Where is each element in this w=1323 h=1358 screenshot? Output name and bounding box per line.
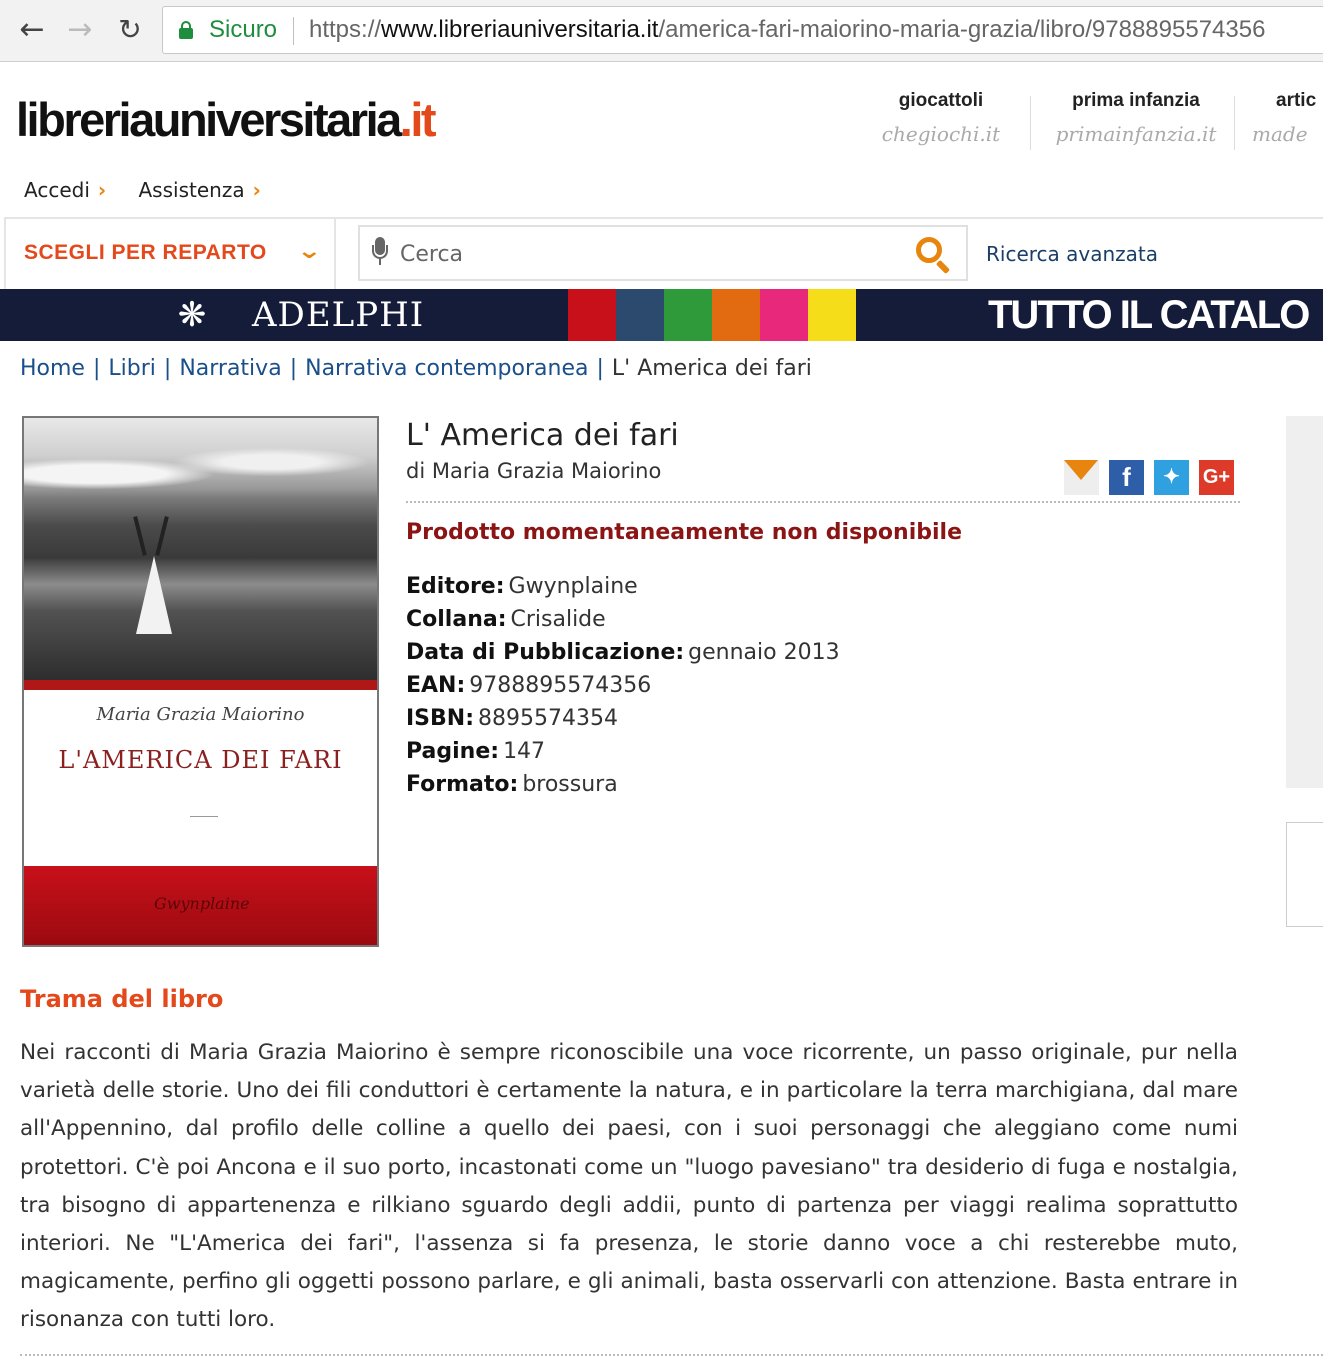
breadcrumb-libri[interactable]: Libri bbox=[108, 356, 156, 381]
detail-row-formato bbox=[406, 770, 840, 803]
share-icons bbox=[1064, 460, 1234, 496]
url-separator bbox=[293, 17, 294, 45]
cover-dash bbox=[190, 816, 218, 817]
detail-value: brossura bbox=[522, 772, 618, 797]
trama-text: Nei racconti di Maria Grazia Maiorino è sempre riconoscibile una voce ricorrente, un passo originale, pur nella varietà delle storie. Uno dei fili conduttori è certamente la natura, e in particolare la terra marchigiana, dal mare all'Appennino, dal profilo delle colline a quello dei paesi, con i suoi personaggi che aleggiano come numi protettori. C'è poi Ancona e il suo porto, incastonati come un "luogo pavesiano" tra desiderio di fuga e nostalgia, tra bisogno di appartenenza e rilkiano sguardo degli addii, punto di partenza per viaggi realima soprattutto interiori. Ne "L'America dei fari", l'assenza si fa presenza, le storie danno voce a chi resterebbe muto, magicamente, perfino gli oggetti possono parlare, e gli animali, basta osservarli con attenzione. Basta entrare in risonanza con tutti loro. bbox=[20, 1040, 1238, 1333]
partner-title: artic bbox=[1276, 90, 1317, 111]
detail-row-editore bbox=[406, 572, 840, 605]
product-title: L' America dei fari bbox=[406, 418, 679, 453]
banner-stripe bbox=[664, 289, 712, 341]
microphone-icon[interactable] bbox=[372, 237, 388, 267]
search-input[interactable] bbox=[400, 237, 900, 271]
address-bar[interactable] bbox=[162, 6, 1323, 54]
breadcrumb-current: L' America dei fari bbox=[611, 356, 812, 381]
advanced-search-link[interactable]: Ricerca avanzata bbox=[986, 242, 1159, 266]
detail-row-isbn bbox=[406, 704, 840, 737]
twitter-icon[interactable]: ✦ bbox=[1154, 460, 1189, 495]
email-icon[interactable] bbox=[1064, 460, 1099, 495]
secure-label: Sicuro bbox=[209, 16, 278, 43]
adelphi-logo-icon: ❋ bbox=[177, 295, 207, 335]
forward-arrow-icon[interactable]: → bbox=[67, 12, 93, 47]
banner-stripes bbox=[568, 289, 856, 341]
detail-row-data bbox=[406, 638, 840, 671]
breadcrumb-separator: | bbox=[163, 356, 172, 381]
google-plus-icon[interactable]: G+ bbox=[1199, 460, 1234, 495]
side-box bbox=[1286, 822, 1323, 927]
adelphi-banner[interactable] bbox=[0, 289, 1323, 341]
detail-key: Editore: bbox=[406, 574, 505, 599]
reload-icon[interactable]: ↻ bbox=[118, 13, 142, 46]
search-box bbox=[358, 225, 968, 281]
detail-value[interactable]: Gwynplaine bbox=[508, 574, 638, 599]
side-panel bbox=[1286, 416, 1323, 788]
partner-title: giocattoli bbox=[898, 90, 984, 111]
chevron-right-icon: › bbox=[252, 178, 261, 202]
partner-giocattoli[interactable] bbox=[868, 90, 1014, 146]
detail-value: 9788895574356 bbox=[469, 673, 652, 698]
detail-value: gennaio 2013 bbox=[688, 640, 840, 665]
partner-divider bbox=[1234, 96, 1235, 150]
logo-main: libreriauniversitaria bbox=[16, 93, 400, 146]
detail-key: Collana: bbox=[406, 607, 507, 632]
lock-icon bbox=[179, 21, 193, 39]
cover-clouds bbox=[24, 438, 377, 498]
breadcrumb bbox=[20, 356, 812, 381]
banner-stripe bbox=[760, 289, 808, 341]
url-text[interactable] bbox=[309, 16, 1265, 44]
url-host: www.libreriauniversitaria.it bbox=[381, 16, 659, 43]
account-links bbox=[24, 178, 287, 202]
banner-stripe bbox=[808, 289, 856, 341]
partner-logo: made bbox=[1252, 122, 1308, 146]
facebook-icon[interactable]: f bbox=[1109, 460, 1144, 495]
cover-publisher-signature: Gwynplaine bbox=[154, 894, 250, 913]
detail-key: ISBN: bbox=[406, 706, 475, 731]
cover-figure bbox=[128, 516, 178, 636]
department-dropdown[interactable] bbox=[6, 219, 336, 289]
breadcrumb-separator: | bbox=[289, 356, 298, 381]
banner-catalog-text: TUTTO IL CATALO bbox=[988, 293, 1309, 337]
back-arrow-icon[interactable]: ← bbox=[19, 12, 45, 47]
product-details bbox=[406, 572, 840, 803]
site-logo[interactable] bbox=[16, 92, 434, 147]
divider bbox=[20, 1354, 1323, 1356]
detail-key: Pagine: bbox=[406, 739, 500, 764]
chevron-right-icon: › bbox=[97, 178, 107, 202]
cover-title: L'AMERICA DEI FARI bbox=[58, 746, 343, 774]
partner-articoli[interactable] bbox=[1252, 90, 1323, 146]
url-scheme: https:// bbox=[309, 16, 382, 43]
search-row bbox=[4, 217, 1323, 289]
search-icon[interactable] bbox=[914, 235, 954, 275]
accedi-link[interactable]: Accedi bbox=[24, 178, 90, 202]
banner-stripe bbox=[616, 289, 664, 341]
divider bbox=[406, 501, 1240, 503]
detail-row-collana bbox=[406, 605, 840, 638]
breadcrumb-narrativa[interactable]: Narrativa bbox=[179, 356, 282, 381]
detail-row-pagine bbox=[406, 737, 840, 770]
detail-key: Data di Pubblicazione: bbox=[406, 640, 685, 665]
availability-status: Prodotto momentaneamente non disponibile bbox=[406, 520, 962, 545]
partner-prima-infanzia[interactable] bbox=[1046, 90, 1226, 146]
department-label: SCEGLI PER REPARTO bbox=[24, 241, 267, 264]
breadcrumb-separator: | bbox=[596, 356, 604, 381]
book-cover[interactable] bbox=[22, 416, 379, 947]
detail-key: Formato: bbox=[406, 772, 519, 797]
cover-red-strip bbox=[24, 680, 377, 690]
partner-logo: chegiochi.it bbox=[881, 122, 1001, 146]
partner-divider bbox=[1030, 96, 1031, 150]
partner-title: prima infanzia bbox=[1072, 90, 1200, 111]
detail-row-ean bbox=[406, 671, 840, 704]
browser-toolbar bbox=[0, 0, 1323, 62]
assistenza-link[interactable]: Assistenza bbox=[138, 178, 245, 202]
url-path: /america-fari-maiorino-maria-grazia/libro/9788895574356 bbox=[658, 16, 1266, 43]
breadcrumb-separator: | bbox=[92, 356, 101, 381]
partner-logo: primainfanzia.it bbox=[1055, 122, 1217, 146]
chevron-down-icon: ⌄ bbox=[296, 239, 323, 264]
detail-value: 147 bbox=[503, 739, 546, 764]
banner-stripe bbox=[712, 289, 760, 341]
trama-heading: Trama del libro bbox=[20, 985, 224, 1013]
banner-stripe bbox=[568, 289, 616, 341]
banner-brand: ADELPHI bbox=[252, 295, 425, 335]
breadcrumb-narrativa-contemporanea[interactable]: Narrativa contemporanea bbox=[305, 356, 589, 381]
logo-tld: .it bbox=[399, 93, 435, 146]
detail-value[interactable]: Crisalide bbox=[510, 607, 606, 632]
detail-value: 8895574354 bbox=[478, 706, 618, 731]
breadcrumb-home[interactable]: Home bbox=[20, 356, 85, 381]
cover-author: Maria Grazia Maiorino bbox=[96, 704, 305, 725]
product-author[interactable]: di Maria Grazia Maiorino bbox=[406, 459, 662, 483]
detail-key: EAN: bbox=[406, 673, 466, 698]
